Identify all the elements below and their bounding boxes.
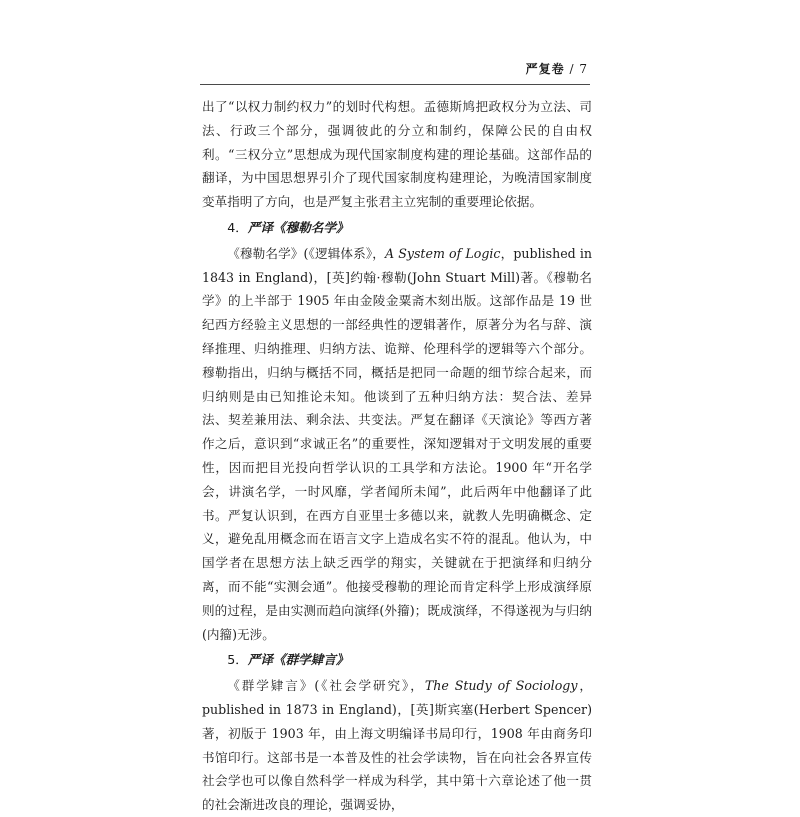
header-rule <box>200 84 590 85</box>
paragraph-text: 《穆勒名学》(《逻辑体系》， <box>227 245 385 261</box>
paragraph-spencer-sociology <box>202 674 592 817</box>
english-book-title: The Study of Sociology <box>424 678 578 694</box>
paragraph-continuation: 出了“以权力制约权力”的划时代构想。孟德斯鸠把政权分为立法、司法、行政三个部分，强调彼此的分立和制约，保障公民的自由权利。“三权分立”思想成为现代国家制度构建的理论基础。这部作品的翻译，为中国思想界引介了现代国家制度构建理论，为晚清国家制度变革指明了方向，也是严复主张君主立宪制的重要理论依据。 <box>202 99 592 210</box>
paragraph-text: ，published in 1873 in England)，[英]斯宾塞(Herbert Spencer)著，初版于 1903 年，由上海文明编译书局印行，1908 年由商务印书馆印行。这部书是一本普及性的社会学读物，旨在向社会各界宣传社会学也可以像自然科学一样成为科学，其中第十六章论述了他一贯的社会渐进改良的理论，强调妥协， <box>202 678 592 813</box>
paragraph-text: ，published in 1843 in England)，[英]约翰·穆勒(John Stuart Mill)著。《穆勒名学》的上半部于 1905 年由金陵金粟斋木刻出版。这部作品是 19 世纪西方经验主义思想的一部经典性的逻辑著作，原著分为名与辞、演绎推理、归纳推理、归纳方法、诡辩、伦理科学的逻辑等六个部分。穆勒指出，归纳与概括不同，概括是把同一命题的细节综合起来，而归纳则是由已知推论未知。他谈到了五种归纳方法：契合法、差异法、契差兼用法、剩余法、共变法。严复在翻译《天演论》等西方著作之后，意识到“求诚正名”的重要性，深知逻辑对于文明发展的重要性，因而把目光投向哲学认识的工具学和方法论。1900 年“开名学会，讲演名学，一时风靡，学者闻所未闻”，此后两年中他翻译了此书。严复认识到，在西方自亚里士多德以来，就教人先明确概念、定义，避免乱用概念而在语言文字上造成名实不符的混乱。他认为，中国学者在思想方法上缺乏西学的翔实，关键就在于把演绎和归纳分离，而不能“实测会通”。他接受穆勒的理论而肯定科学上形成演绎原则的过程，是由实测而趋向演绎(外籀)；既成演绎，不得遂视为与归纳(内籀)无涉。 <box>202 245 592 642</box>
running-header <box>526 60 588 77</box>
section-number: 5． <box>227 652 248 668</box>
paragraph-text: 《群学肄言》(《社会学研究》， <box>227 678 425 694</box>
section-number: 4． <box>227 219 248 235</box>
section-heading-4 <box>202 216 592 240</box>
section-title: 严译《群学肄言》 <box>247 652 349 668</box>
paragraph-mill-logic <box>202 242 592 647</box>
page-body <box>202 95 592 817</box>
section-title: 严译《穆勒名学》 <box>247 219 349 235</box>
section-heading-5 <box>202 648 592 672</box>
running-header-separator: / <box>569 62 575 76</box>
english-book-title: A System of Logic <box>385 245 501 261</box>
page-number: 7 <box>579 62 588 76</box>
running-header-title: 严复卷 <box>525 62 565 76</box>
